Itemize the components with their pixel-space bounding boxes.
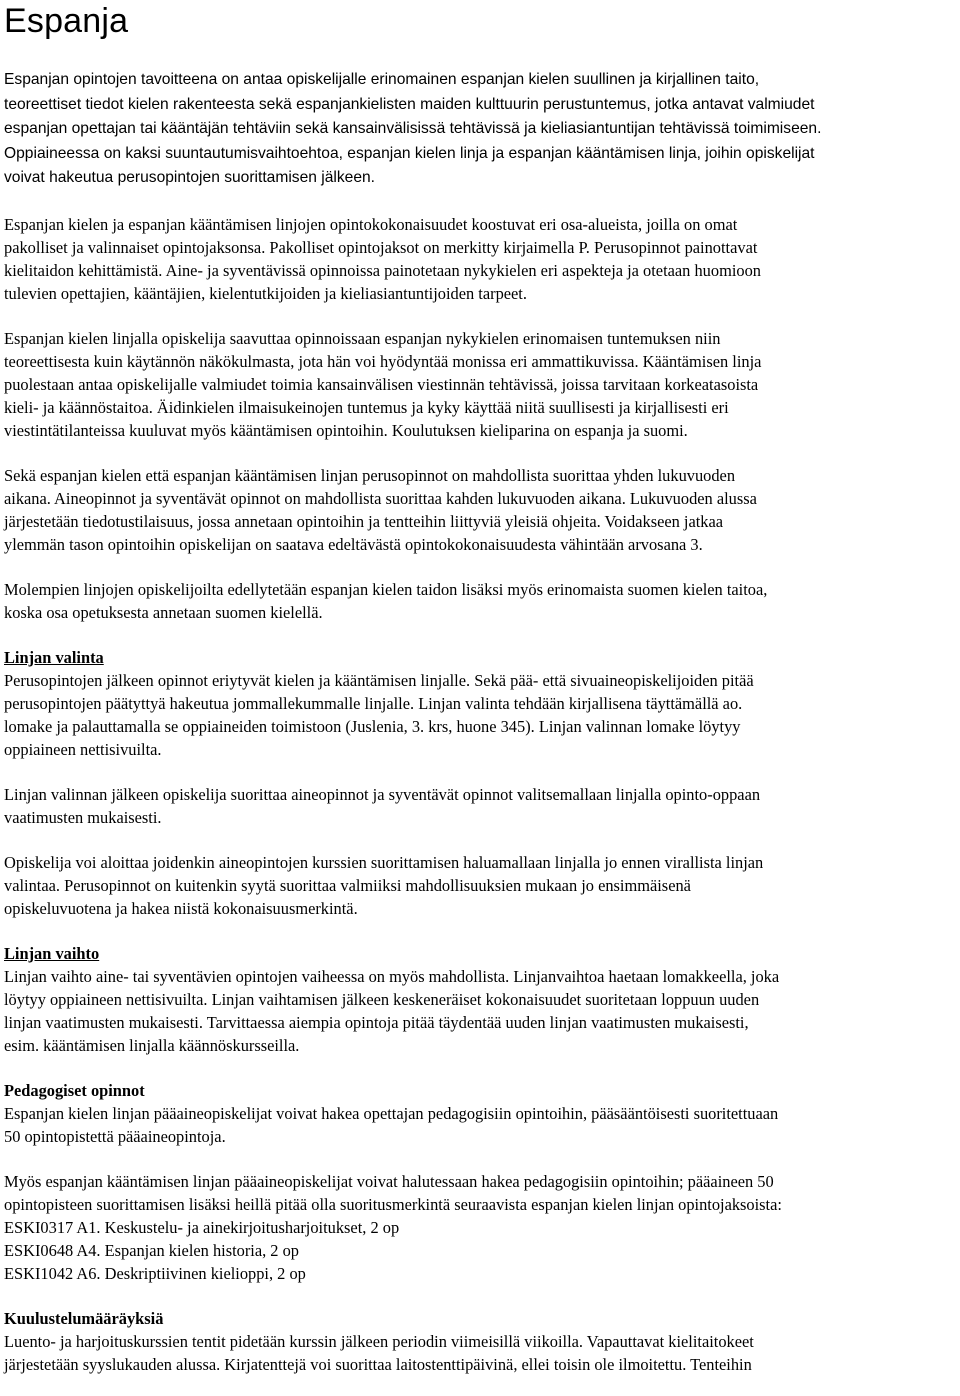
section-heading-pedagogiset	[4, 1079, 956, 1102]
section-heading-label: Kuulustelumääräyksiä	[4, 1308, 164, 1328]
text-line: Espanjan kielen linjan pääaineopiskelijat voivat hakea opettajan pedagogisiin opintoihin, pääsääntöisesti suoritettuaan	[4, 1103, 779, 1123]
body-paragraph	[4, 213, 956, 305]
section-heading-linjan-valinta	[4, 646, 956, 669]
text-line: lomake ja palauttamalla se oppiaineiden toimistoon (Juslenia, 3. krs, huone 345). Linjan valinnan lomake löytyy	[4, 716, 741, 736]
text-line: Linjan valinnan jälkeen opiskelija suorittaa aineopinnot ja syventävät opinnot valitsemallaan linjalla opinto-oppaan	[4, 784, 761, 804]
text-line: voivat hakeutua perusopintojen suorittamisen jälkeen.	[4, 169, 376, 187]
text-line: vaatimusten mukaisesti.	[4, 807, 162, 827]
body-paragraph	[4, 1170, 956, 1285]
text-line: kieli- ja käännöstaitoa. Äidinkielen ilmaisukeinojen tuntemus ja kyky käyttää niitä suullisesti ja kirjallisesti eri	[4, 397, 729, 417]
text-line: 50 opintopistettä pääaineopintoja.	[4, 1126, 226, 1146]
body-paragraph	[4, 464, 956, 556]
course-line: ESKI0648 A4. Espanjan kielen historia, 2 op	[4, 1240, 299, 1260]
text-line: puolestaan antaa opiskelijalle valmiudet toimia kansainvälisen viestinnän tehtävissä, joissa tarvitaan korkeatasoista	[4, 374, 759, 394]
text-line: löytyy oppiaineen nettisivuilta. Linjan vaihtamisen jälkeen keskeneräiset kokonaisuudet suoritetaan loppuun uuden	[4, 989, 760, 1009]
body-paragraph	[4, 965, 956, 1057]
text-line: viestintätilanteissa kuuluvat myös kääntämisen opintoihin. Koulutuksen kieliparina on espanja ja suomi.	[4, 420, 688, 440]
course-line: ESKI0317 A1. Keskustelu- ja ainekirjoitusharjoitukset, 2 op	[4, 1217, 400, 1237]
text-line: oppiaineen nettisivuilta.	[4, 739, 162, 759]
text-line: Linjan vaihto aine- tai syventävien opintojen vaiheessa on myös mahdollista. Linjanvaihtoa haetaan lomakkeella, joka	[4, 966, 780, 986]
text-line: teoreettiset tiedot kielen rakenteesta sekä espanjankielisten maiden kulttuurin perustuntemus, jotka antavat valmiudet	[4, 95, 815, 113]
text-line: Perusopintojen jälkeen opinnot eriytyvät kielen ja kääntämisen linjalle. Sekä pää- että sivuaineopiskelijoiden pitää	[4, 670, 754, 690]
text-line: espanjan opettajan tai kääntäjän tehtäviin sekä kansainvälisissä tehtävissä ja kieliasiantuntijan tehtävissä toimimiseen.	[4, 120, 822, 138]
text-line: Opiskelija voi aloittaa joidenkin aineopintojen kurssien suorittamisen haluamallaan linjalla jo ennen virallista linjan	[4, 852, 764, 872]
text-line: Espanjan kielen linjalla opiskelija saavuttaa opinnoissaan espanjan nykykielen erinomaisen tuntemuksen niin	[4, 328, 721, 348]
body-paragraph	[4, 851, 956, 920]
text-line: Luento- ja harjoituskurssien tentit pidetään kurssin jälkeen periodin viimeisillä viikoilla. Vapauttavat kielitaitokeet	[4, 1331, 754, 1351]
body-paragraph	[4, 578, 956, 624]
text-line: opiskeluvuotena ja hakea niistä kokonaisuusmerkintä.	[4, 898, 358, 918]
text-line: linjan vaatimusten mukaisesti. Tarvittaessa aiempia opintoja pitää täydentää uuden linjan vaatimusten mukaisesti,	[4, 1012, 749, 1032]
text-line: Molempien linjojen opiskelijoilta edellytetään espanjan kielen taidon lisäksi myös erinomaista suomen kielen taitoa,	[4, 579, 768, 599]
document-page	[0, 2, 960, 1376]
body-paragraph	[4, 1102, 956, 1148]
text-line: aikana. Aineopinnot ja syventävät opinnot on mahdollista suorittaa kahden lukuvuoden aikana. Lukuvuoden alussa	[4, 488, 757, 508]
text-line: valintaa. Perusopinnot on kuitenkin syytä suorittaa valmiiksi mahdollisuuksien mukaan jo ensimmäisenä	[4, 875, 691, 895]
section-heading-label: Linjan vaihto	[4, 943, 100, 963]
text-line: opintopisteen suorittamisen lisäksi heillä pitää olla suoritusmerkintä seuraavista espanjan kielen linjan opintojaksoista:	[4, 1194, 782, 1214]
body-paragraph	[4, 669, 956, 761]
text-line: tulevien opettajien, kääntäjien, kielentutkijoiden ja kieliasiantuntijoiden tarpeet.	[4, 283, 527, 303]
body-paragraph	[4, 783, 956, 829]
intro-paragraph	[4, 68, 956, 191]
text-line: Espanjan opintojen tavoitteena on antaa opiskelijalle erinomainen espanjan kielen suullinen ja kirjallinen taito,	[4, 71, 760, 88]
course-line: ESKI1042 A6. Deskriptiivinen kielioppi, 2 op	[4, 1263, 306, 1283]
text-line: Sekä espanjan kielen että espanjan kääntämisen linjan perusopinnot on mahdollista suorittaa yhden lukuvuoden	[4, 465, 736, 485]
text-line: perusopintojen päätyttyä hakeutua jommallekummalle linjalle. Linjan valinta tehdään kirjallisena täyttämällä ao.	[4, 693, 743, 713]
text-line: ylemmän tason opintoihin opiskelijan on saatava edeltävästä opintokokonaisuudesta vähintään arvosana 3.	[4, 534, 703, 554]
section-heading-label: Linjan valinta	[4, 647, 104, 667]
text-line: pakolliset ja valinnaiset opintojaksonsa. Pakolliset opintojaksot on merkitty kirjaimella P. Perusopinnot painottavat	[4, 237, 758, 257]
text-line: koska osa opetuksesta annetaan suomen kielellä.	[4, 602, 323, 622]
text-line: esim. kääntämisen linjalla käännöskursseilla.	[4, 1035, 300, 1055]
text-line: järjestetään syyslukauden alussa. Kirjatenttejä voi suorittaa laitostenttipäivinä, ellei toisin ole ilmoitettu. Tenteihin	[4, 1354, 752, 1374]
section-heading-label: Pedagogiset opinnot	[4, 1080, 145, 1100]
section-heading-kuulustelu	[4, 1307, 956, 1330]
text-line: Espanjan kielen ja espanjan kääntämisen linjojen opintokokonaisuudet koostuvat eri osa-alueista, joilla on omat	[4, 214, 738, 234]
text-line: järjestetään tiedotustilaisuus, jossa annetaan opintoihin ja tentteihin liittyviä yleisiä ohjeita. Voidakseen jatkaa	[4, 511, 724, 531]
page-title: Espanja	[4, 2, 129, 40]
section-heading-linjan-vaihto	[4, 942, 956, 965]
text-line: Myös espanjan kääntämisen linjan pääaineopiskelijat voivat halutessaan hakea pedagogisiin opintoihin; pääaineen 50	[4, 1171, 774, 1191]
text-line: teoreettisesta kuin käytännön näkökulmasta, jota hän voi hyödyntää monissa eri ammattikuvissa. Kääntämisen linja	[4, 351, 762, 371]
body-paragraph	[4, 327, 956, 442]
body-paragraph	[4, 1330, 956, 1376]
text-line: Oppiaineessa on kaksi suuntautumisvaihtoehtoa, espanjan kielen linja ja espanjan kääntämisen linja, joihin opiskelijat	[4, 144, 815, 162]
text-line: kielitaidon kehittämistä. Aine- ja syventävissä opinnoissa painotetaan nykykielen eri aspekteja ja otetaan huomioon	[4, 260, 761, 280]
